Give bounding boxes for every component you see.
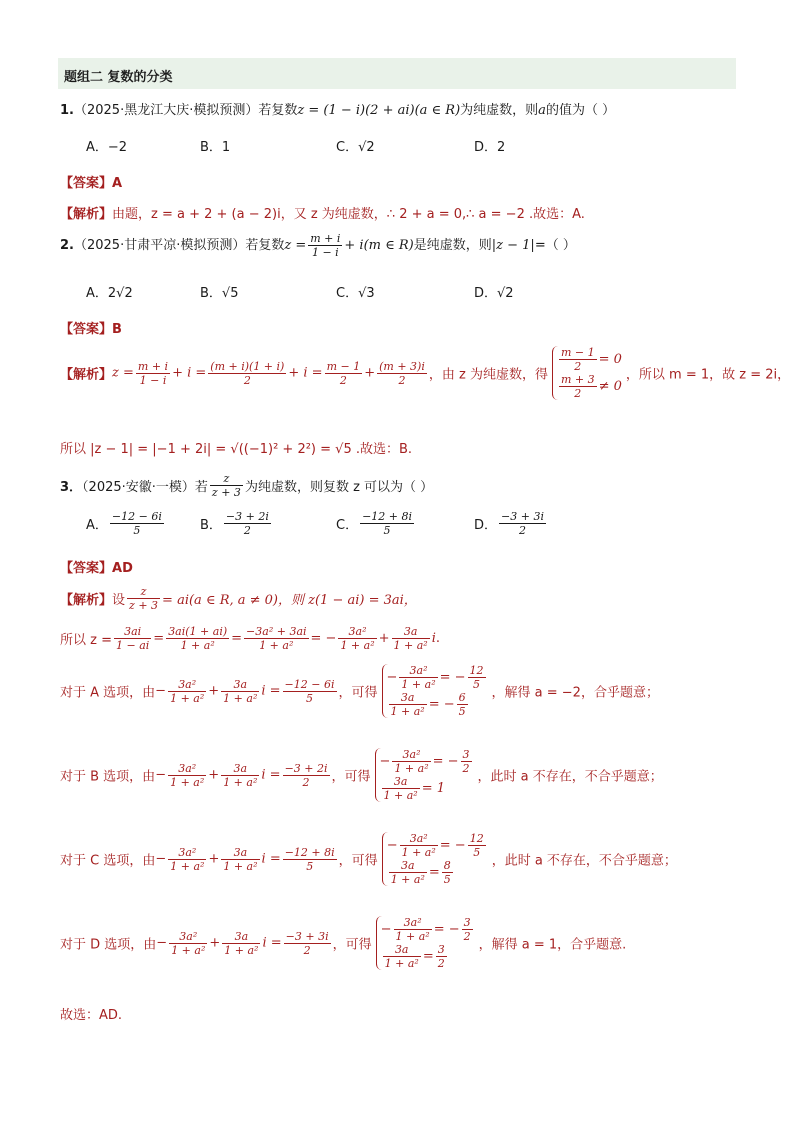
- q1-option-c: C．√2: [336, 140, 375, 155]
- analysis-label: 【解析】: [60, 207, 113, 222]
- q1-option-a: A．−2: [86, 140, 128, 155]
- analysis-text: 由题，z = a + 2 + (a − 2)i，又 z 为纯虚数，∴ 2 + a = 0,∴ a = −2 .故选：A.: [112, 207, 585, 222]
- question-3: 3．（2025·安徽·一模）若 $\frac{z}{z + 3}$ 为纯虚数，则复数 z 可以为（ ）: [60, 472, 434, 499]
- q2-analysis-line2: 所以 |z − 1| = |−1 + 2i| = √((−1)² + 2²) = √5 .故选：B.: [60, 442, 413, 457]
- q3-derivation: 所以 z = $\frac{3ai}{1 - ai}$ = $\frac{3ai(1 + ai)}{\text{1 + a²}}$ = $\frac{\text{−3a² + 3ai}}{\text{1 + a²}}$ = − $\frac{\text{3a²}}{\text{1 + a²}}$ + $\frac{3a}{\text{1 + a²}}$ i.: [60, 625, 441, 652]
- answer-label: 【答案】: [60, 176, 113, 191]
- q3-final: 故选：AD.: [60, 1008, 123, 1023]
- q3-case-d: 对于 D 选项，由− $\frac{\text{3a²}}{\text{1 + a²}}$ + $\frac{3a}{\text{1 + a²}}$ i = $\frac{-3 + 3i}{2}$ ，可得 − $\frac{\text{3a²}}{\text{1 + a²}}$ = − $\frac{3}{2}$ $\frac{3a}{\text{1 + a²}}$ = $\frac{3}{2}$ ，解得 a = 1，合乎题意.: [60, 916, 627, 970]
- q1-text: 若复数: [258, 103, 298, 118]
- question-1: [60, 99, 615, 118]
- q3-option-c: C． $\frac{-12 + 8i}{5}$: [336, 510, 413, 537]
- q2-fraction: $\frac{m + i}{1 - i}$: [310, 232, 341, 259]
- q2-text-b: 是纯虚数，则: [413, 238, 492, 253]
- q1-expr: z = (1 − i)(2 + ai)(a ∈ R): [297, 103, 461, 118]
- q3-option-a: A． $\frac{-12 - 6i}{5}$: [86, 510, 162, 537]
- section-title: 题组二 复数的分类: [64, 70, 173, 85]
- q2-system: $\frac{m - 1}{2}$ = 0 $\frac{m + 3}{2}$ ≠ 0: [552, 346, 622, 400]
- q2-source: （2025·甘肃平凉·模拟预测）: [73, 238, 246, 253]
- q3-answer: 【答案】AD: [60, 561, 133, 576]
- q1-source: （2025·黑龙江大庆·模拟预测）: [73, 103, 259, 118]
- q1-text-b: 为纯虚数，则: [460, 103, 539, 118]
- q2-analysis: 【解析】z = $\frac{m + i}{1 - i}$ + i = $\frac{(m + i)(1 + i)}{2}$ + i = $\frac{m - 1}{2}$ + $\frac{(m + 3)i}{2}$ ，由 z 为纯虚数，得 $\frac{m - 1}{2}$ = 0 $\frac{m + 3}{2}$ ≠ 0 ，所以 m = 1，故 z = 2i，: [60, 346, 791, 400]
- q1-answer: [60, 172, 122, 191]
- q2-tail: + i(m ∈ R): [344, 238, 414, 253]
- q3-case-c: 对于 C 选项，由− $\frac{\text{3a²}}{\text{1 + a²}}$ + $\frac{3a}{\text{1 + a²}}$ i = $\frac{-12 + 8i}{5}$ ，可得 − $\frac{\text{3a²}}{\text{1 + a²}}$ = − $\frac{12}{5}$ $\frac{3a}{\text{1 + a²}}$ = $\frac{8}{5}$ ，此时 a 不存在，不合乎题意；: [60, 832, 677, 886]
- q3-setup: 【解析】设 $\frac{z}{z + 3}$ = ai(a ∈ R, a ≠ 0)，则 z(1 − ai) = 3ai，: [60, 585, 417, 612]
- q2-option-d: D．√2: [474, 286, 514, 301]
- q1-option-b: B．1: [200, 140, 231, 155]
- q2-answer: 【答案】B: [60, 322, 122, 337]
- q2-option-b: B．√5: [200, 286, 239, 301]
- answer-value: AD: [112, 561, 133, 576]
- question-2: 2.（2025·甘肃平凉·模拟预测）若复数z = $\frac{m + i}{1 - i}$ + i(m ∈ R)是纯虚数，则|z − 1|=（ ）: [60, 232, 576, 259]
- q2-option-a: A．2√2: [86, 286, 133, 301]
- q1-var: a: [538, 103, 546, 118]
- q1-option-d: D．2: [474, 140, 506, 155]
- q1-analysis: [60, 203, 585, 222]
- q2-option-c: C．√3: [336, 286, 375, 301]
- answer-value: B: [112, 322, 122, 337]
- q2-number: 2.: [60, 238, 74, 253]
- section-header: [58, 58, 736, 89]
- q3-case-b: 对于 B 选项，由− $\frac{\text{3a²}}{\text{1 + a²}}$ + $\frac{3a}{\text{1 + a²}}$ i = $\frac{-3 + 2i}{2}$ ，可得 − $\frac{\text{3a²}}{\text{1 + a²}}$ = − $\frac{3}{2}$ $\frac{3a}{\text{1 + a²}}$ = 1 ，此时 a 不存在，不合乎题意；: [60, 748, 663, 802]
- q3-case-a: 对于 A 选项，由− $\frac{\text{3a²}}{\text{1 + a²}}$ + $\frac{3a}{\text{1 + a²}}$ i = $\frac{-12 - 6i}{5}$ ，可得 − $\frac{\text{3a²}}{\text{1 + a²}}$ = − $\frac{12}{5}$ $\frac{3a}{\text{1 + a²}}$ = − $\frac{6}{5}$ ，解得 a = −2，合乎题意；: [60, 664, 659, 718]
- q3-option-d: D． $\frac{-3 + 3i}{2}$: [474, 510, 544, 537]
- q1-number: 1.: [60, 103, 74, 118]
- q1-text-c: 的值为（ ）: [545, 103, 616, 118]
- q2-text-c: =（ ）: [534, 238, 576, 253]
- q3-option-b: B． $\frac{-3 + 2i}{2}$: [200, 510, 269, 537]
- q2-text: 若复数: [245, 238, 285, 253]
- answer-value: A: [112, 176, 123, 191]
